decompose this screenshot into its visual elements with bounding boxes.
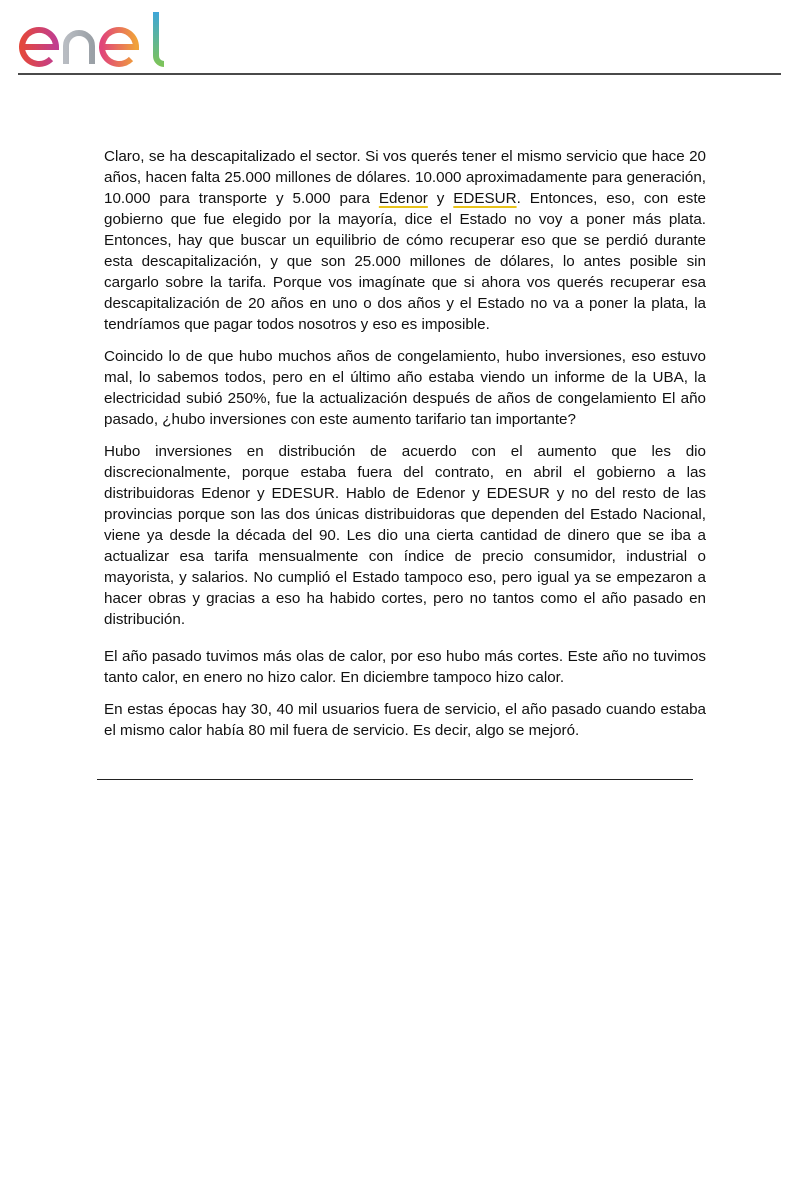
paragraph-3: Hubo inversiones en distribución de acuerdo con el aumento que les dio discrecionalmente, porque estaba fuera del contrato, en abril el gobierno a las distribuidoras Edenor y EDESUR. Hablo de Edenor y EDESUR y no del resto de las provincias porque son las dos únicas distribuidoras que dependen del Estado Nacional, viene ya desde la década del 90. Les dio una cierta cantidad de dinero que se iba a actualizar esa tarifa mensualmente con índice de precio consumidor, industrial o mayorista, y salarios. No cumplió el Estado tampoco eso, pero igual ya se empezaron a hacer obras y gracias a eso ha habido cortes, pero no tantos como el año pasado en distribución. [104,443,706,628]
footer-divider [97,779,693,780]
paragraph-4: El año pasado tuvimos más olas de calor, por eso hubo más cortes. Este año no tuvimos tanto calor, en enero no hizo calor. En diciembre tampoco hizo calor. [104,648,706,686]
header-divider [18,73,781,75]
paragraph-2: Coincido lo de que hubo muchos años de congelamiento, hubo inversiones, eso estuvo mal, lo sabemos todos, pero en el último año estaba viendo un informe de la UBA, la electricidad subió 250%, fue la actualización después de años de congelamiento El año pasado, ¿hubo inversiones con este aumento tarifario tan importante? [104,348,706,428]
interview-text [104,146,706,752]
highlighted-term-edenor: Edenor [378,190,428,207]
paragraph-5: En estas épocas hay 30, 40 mil usuarios fuera de servicio, el año pasado cuando estaba el mismo calor había 80 mil fuera de servicio. Es decir, algo se mejoró. [104,701,706,739]
enel-logo-icon [18,10,170,68]
enel-logo [18,10,170,68]
highlighted-term-edesur: EDESUR [453,190,517,207]
paragraph-1: Claro, se ha descapitalizado el sector. Si vos querés tener el mismo servicio que hace 20 años, hacen falta 25.000 millones de dólares. 10.000 aproximadamente para generación, 10.000 para transporte y 5.000 para Edenor y EDESUR. Entonces, eso, con este gobierno que fue elegido por la mayoría, dice el Estado no voy a poner más plata. Entonces, hay que buscar un equilibrio de cómo recuperar eso que se perdió durante esta descapitalización, y que son 25.000 millones de dólares, lo antes posible sin cargarlo sobre la tarifa. Porque vos imagínate que si ahora vos querés recuperar esa descapitalización de 20 años en uno o dos años y el Estado no va a poner la plata, la tendríamos que pagar todos nosotros y eso es imposible. [104,148,706,333]
